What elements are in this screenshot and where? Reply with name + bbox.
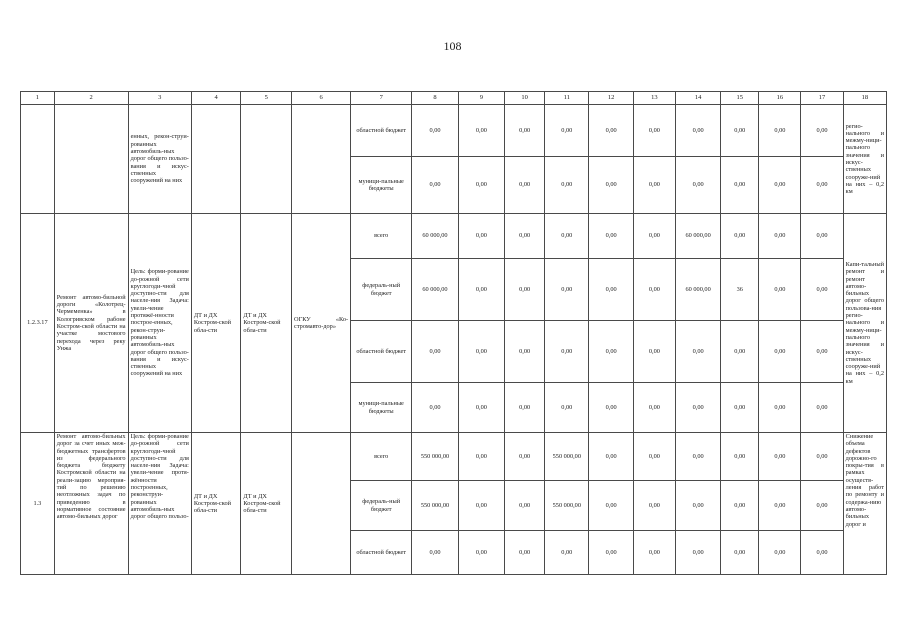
- column-number: 18: [843, 92, 886, 105]
- value-cell: 0,00: [505, 531, 545, 575]
- cell-result: Снижение объема дефектов дорожно-го покры-тия в рамках осуществ-ления работ по ремонту и содержа-нию автомо-бильных дорог и: [843, 433, 886, 575]
- value-cell: 0,00: [801, 481, 843, 531]
- value-cell: 0,00: [412, 383, 458, 433]
- cell-empty: [191, 105, 241, 214]
- value-cell: 0,00: [545, 383, 589, 433]
- value-cell: 60 000,00: [412, 259, 458, 321]
- column-number: 12: [589, 92, 633, 105]
- value-cell: 0,00: [801, 214, 843, 259]
- funding-source: областной бюджет: [351, 531, 412, 575]
- value-cell: 550 000,00: [412, 433, 458, 481]
- value-cell: 0,00: [759, 321, 801, 383]
- value-cell: 36: [721, 259, 759, 321]
- value-cell: 0,00: [675, 105, 720, 157]
- value-cell: 0,00: [589, 105, 633, 157]
- value-cell: 0,00: [721, 105, 759, 157]
- table-row: [21, 105, 887, 157]
- value-cell: 0,00: [633, 383, 675, 433]
- cell-participant: ОГКУ «Ко-стромавто-дор»: [292, 214, 351, 433]
- value-cell: 0,00: [801, 321, 843, 383]
- value-cell: 0,00: [675, 481, 720, 531]
- value-cell: 0,00: [721, 433, 759, 481]
- value-cell: 0,00: [458, 259, 504, 321]
- cell-empty: [241, 105, 292, 214]
- value-cell: 60 000,00: [675, 259, 720, 321]
- value-cell: 0,00: [412, 105, 458, 157]
- cell-result: Капи-тальный ремонт и ремонт автомо-бильных дорог общего пользова-ния регио-нального и межму-ници-пального значения и искус-ственных сооруже-ний на них – 0,2 км: [843, 214, 886, 433]
- value-cell: 0,00: [759, 383, 801, 433]
- cell-responsible: ДТ и ДХ Костром-ской обла-сти: [191, 433, 241, 575]
- value-cell: 0,00: [458, 531, 504, 575]
- funding-source: областной бюджет: [351, 321, 412, 383]
- column-number: 5: [241, 92, 292, 105]
- value-cell: 0,00: [545, 531, 589, 575]
- value-cell: 0,00: [589, 481, 633, 531]
- value-cell: 0,00: [801, 259, 843, 321]
- value-cell: 0,00: [675, 531, 720, 575]
- value-cell: 0,00: [633, 259, 675, 321]
- value-cell: 0,00: [721, 321, 759, 383]
- value-cell: 0,00: [721, 481, 759, 531]
- value-cell: 0,00: [589, 531, 633, 575]
- column-number: 8: [412, 92, 458, 105]
- value-cell: 0,00: [412, 531, 458, 575]
- value-cell: 0,00: [721, 157, 759, 214]
- column-number: 14: [675, 92, 720, 105]
- value-cell: 0,00: [675, 433, 720, 481]
- value-cell: 0,00: [633, 214, 675, 259]
- value-cell: 0,00: [633, 531, 675, 575]
- table-row: [21, 214, 887, 259]
- page-number: 108: [443, 39, 462, 53]
- cell-name-empty: [54, 105, 128, 214]
- value-cell: 0,00: [412, 157, 458, 214]
- column-number: 3: [128, 92, 191, 105]
- column-number: 4: [191, 92, 241, 105]
- value-cell: 0,00: [589, 383, 633, 433]
- cell-goal: Цель: форми-рование до-рожной сети круглогоди-чной доступно-сти для населе-ния Задача: увели-чение протяжё-нности построе-енных, рекон-струи-рованных автомобиль-ных дорог общего пользо-вания и искус-ственных сооружений на них: [128, 214, 191, 433]
- value-cell: 0,00: [505, 481, 545, 531]
- value-cell: 0,00: [675, 383, 720, 433]
- cell-participant-empty: [292, 433, 351, 575]
- funding-source: всего: [351, 214, 412, 259]
- value-cell: 0,00: [759, 481, 801, 531]
- cell-coexecutor: ДТ и ДХ Костром-ской обла-сти: [241, 433, 292, 575]
- value-cell: 0,00: [412, 321, 458, 383]
- value-cell: 0,00: [458, 321, 504, 383]
- column-number: 1: [21, 92, 55, 105]
- value-cell: 0,00: [545, 214, 589, 259]
- cell-name: Ремонт автомо-бильных дорог за счет иных меж-бюджетных трансфертов из федерального бюджета бюджету Костромской области на реали-зацию мероприя-тий по решению неотложных задач по приведению в нормативное состояние автомо-бильных дорог: [54, 433, 128, 575]
- value-cell: 0,00: [633, 481, 675, 531]
- value-cell: 60 000,00: [675, 214, 720, 259]
- value-cell: 550 000,00: [545, 481, 589, 531]
- value-cell: 0,00: [545, 157, 589, 214]
- value-cell: 0,00: [505, 321, 545, 383]
- column-number: 15: [721, 92, 759, 105]
- value-cell: 0,00: [505, 433, 545, 481]
- cell-code: 1.3: [21, 433, 55, 575]
- value-cell: 0,00: [589, 157, 633, 214]
- funding-source: муници-пальные бюджеты: [351, 383, 412, 433]
- value-cell: 0,00: [458, 433, 504, 481]
- funding-source: муници-пальные бюджеты: [351, 157, 412, 214]
- value-cell: 0,00: [801, 433, 843, 481]
- funding-source: областной бюджет: [351, 105, 412, 157]
- funding-source: федераль-ный бюджет: [351, 259, 412, 321]
- value-cell: 0,00: [675, 157, 720, 214]
- value-cell: 0,00: [675, 321, 720, 383]
- value-cell: 0,00: [759, 105, 801, 157]
- column-number: 9: [458, 92, 504, 105]
- column-number: 16: [759, 92, 801, 105]
- cell-goal: Цель: форми-рование до-рожной сети круглогоди-чной доступно-сти для населе-ния Задача: увели-чение протя-жённости построенных, реконструи-рованных автомобиль-ных дорог общего пользо-: [128, 433, 191, 575]
- value-cell: 0,00: [633, 321, 675, 383]
- value-cell: 0,00: [721, 383, 759, 433]
- cell-code: 1.2.3.17: [21, 214, 55, 433]
- value-cell: 0,00: [801, 157, 843, 214]
- value-cell: 0,00: [801, 383, 843, 433]
- column-number: 2: [54, 92, 128, 105]
- value-cell: 0,00: [801, 531, 843, 575]
- value-cell: 60 000,00: [412, 214, 458, 259]
- column-number: 17: [801, 92, 843, 105]
- value-cell: 0,00: [589, 259, 633, 321]
- value-cell: 0,00: [759, 157, 801, 214]
- cell-result-continuation: регио-нального и межму-ници-пального значения и искус-ственных сооруже-ний на них – 0,2 км: [843, 105, 886, 214]
- value-cell: 0,00: [458, 105, 504, 157]
- value-cell: 0,00: [505, 214, 545, 259]
- cell-empty: [292, 105, 351, 214]
- column-number: 11: [545, 92, 589, 105]
- program-table: [20, 91, 887, 575]
- value-cell: 0,00: [633, 433, 675, 481]
- value-cell: 0,00: [589, 214, 633, 259]
- column-number: 10: [505, 92, 545, 105]
- value-cell: 0,00: [505, 157, 545, 214]
- value-cell: 0,00: [505, 105, 545, 157]
- value-cell: 0,00: [801, 105, 843, 157]
- value-cell: 0,00: [458, 481, 504, 531]
- value-cell: 0,00: [458, 214, 504, 259]
- value-cell: 0,00: [545, 105, 589, 157]
- cell-name: Ремонт автомо-бильной дороги «Колотрец-Чермеменка» в Кологривском рабоне Костром-ской области на участке мостового перехода через реку Унжа: [54, 214, 128, 433]
- value-cell: 0,00: [505, 383, 545, 433]
- column-number-row: [21, 92, 887, 105]
- value-cell: 0,00: [545, 259, 589, 321]
- cell-coexecutor: ДТ и ДХ Костром-ской обла-сти: [241, 214, 292, 433]
- column-number: 7: [351, 92, 412, 105]
- value-cell: 550 000,00: [545, 433, 589, 481]
- value-cell: 550 000,00: [412, 481, 458, 531]
- value-cell: 0,00: [759, 531, 801, 575]
- value-cell: 0,00: [633, 157, 675, 214]
- cell-goal-continuation: енных, рекон-струи-рованных автомобиль-ных дорог общего пользо-вания и искус-ственных сооружений на них: [128, 105, 191, 214]
- value-cell: 0,00: [633, 105, 675, 157]
- value-cell: 0,00: [589, 433, 633, 481]
- value-cell: 0,00: [759, 433, 801, 481]
- value-cell: 0,00: [721, 214, 759, 259]
- value-cell: 0,00: [759, 259, 801, 321]
- funding-source: всего: [351, 433, 412, 481]
- column-number: 13: [633, 92, 675, 105]
- value-cell: 0,00: [545, 321, 589, 383]
- funding-source: федераль-ный бюджет: [351, 481, 412, 531]
- column-number: 6: [292, 92, 351, 105]
- value-cell: 0,00: [458, 157, 504, 214]
- cell-responsible: ДТ и ДХ Костром-ской обла-сти: [191, 214, 241, 433]
- value-cell: 0,00: [589, 321, 633, 383]
- value-cell: 0,00: [759, 214, 801, 259]
- value-cell: 0,00: [505, 259, 545, 321]
- cell-code-empty: [21, 105, 55, 214]
- value-cell: 0,00: [721, 531, 759, 575]
- table-row: [21, 433, 887, 481]
- value-cell: 0,00: [458, 383, 504, 433]
